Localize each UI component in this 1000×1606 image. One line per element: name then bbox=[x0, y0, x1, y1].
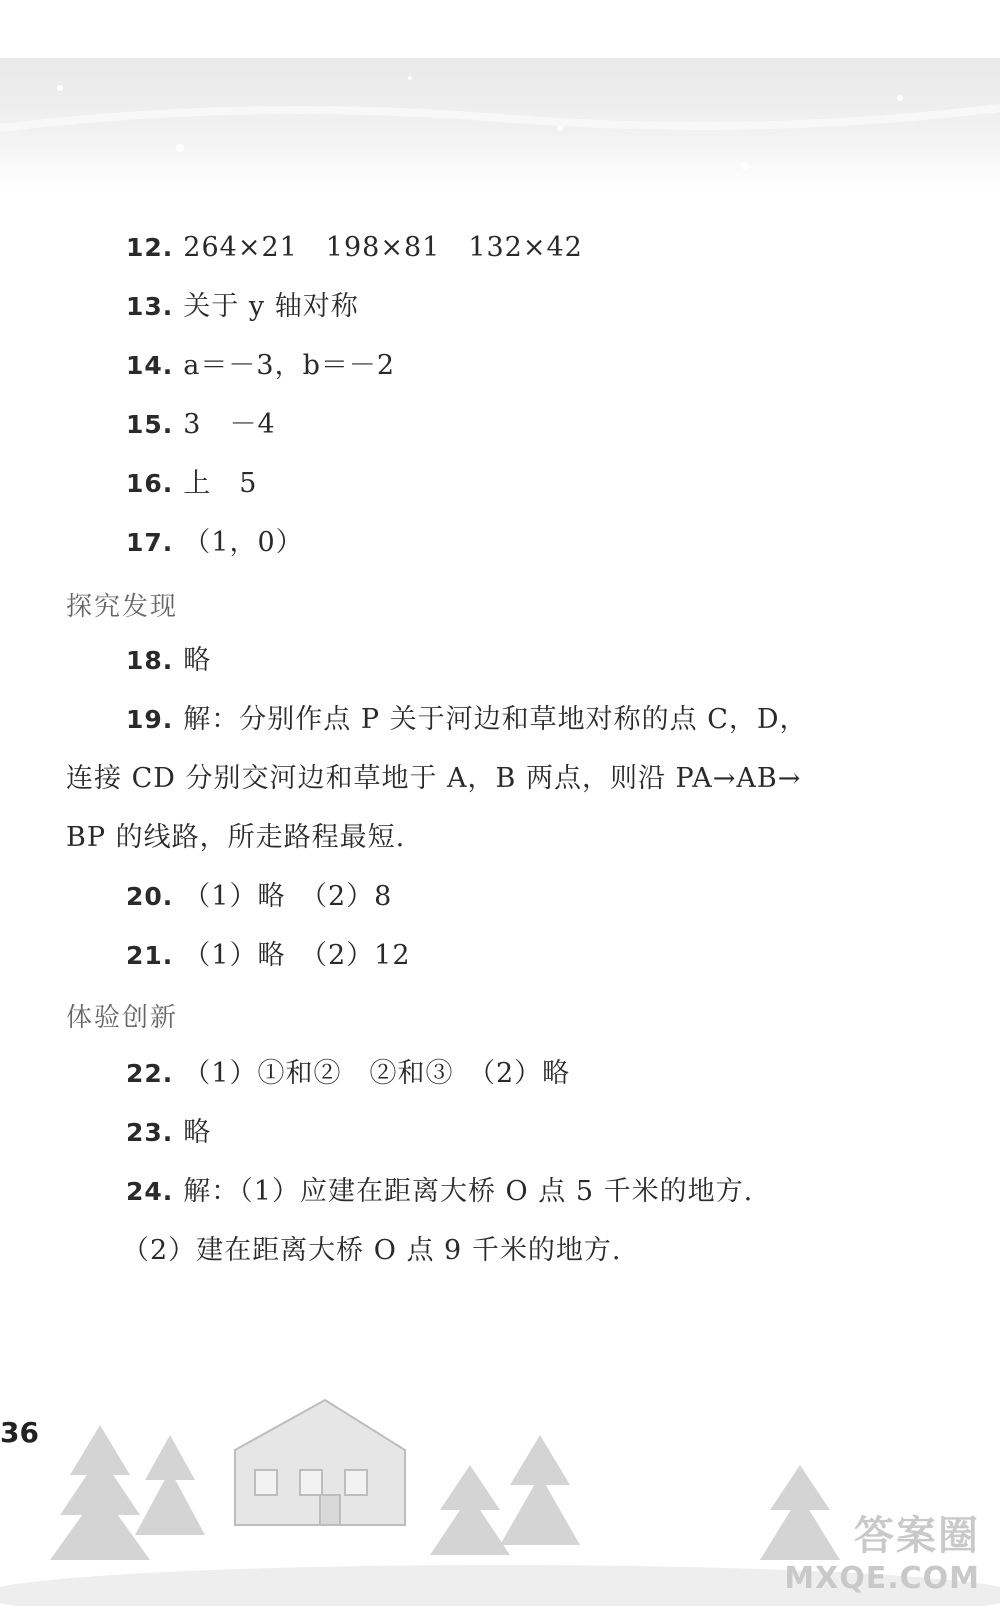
answer-13-text: 关于 y 轴对称 bbox=[183, 291, 359, 322]
answer-17: 17. （1，0） bbox=[126, 527, 304, 558]
answer-24-line1: 解：（1）应建在距离大桥 O 点 5 千米的地方. bbox=[183, 1176, 754, 1207]
answer-24: 24. 解：（1）应建在距离大桥 O 点 5 千米的地方. bbox=[126, 1176, 754, 1207]
answer-14-text: a＝－3，b＝－2 bbox=[183, 350, 396, 381]
answer-20-text: （1）略 （2）8 bbox=[183, 881, 393, 912]
answer-20: 20. （1）略 （2）8 bbox=[126, 881, 393, 912]
answer-18-text: 略 bbox=[183, 645, 212, 676]
section-heading-explore: 探究发现 bbox=[66, 592, 179, 622]
answer-21: 21. （1）略 （2）12 bbox=[126, 940, 411, 971]
answer-23: 23. 略 bbox=[126, 1117, 212, 1148]
answer-19-line1: 解：分别作点 P 关于河边和草地对称的点 C，D， bbox=[183, 704, 808, 735]
answer-18: 18. 略 bbox=[126, 645, 212, 676]
answer-22: 22. （1）①和② ②和③ （2）略 bbox=[126, 1058, 571, 1089]
answer-19: 19. 解：分别作点 P 关于河边和草地对称的点 C，D， bbox=[126, 704, 808, 735]
watermark bbox=[784, 1504, 980, 1596]
answer-15-text: 3 －4 bbox=[183, 409, 276, 440]
snow-texture bbox=[0, 58, 1000, 188]
watermark-logo-text: 答案圈 bbox=[854, 1513, 980, 1559]
answer-12-text: 264×21 198×81 132×42 bbox=[183, 232, 583, 263]
page-number: 36 bbox=[0, 1416, 39, 1449]
answer-22-text: （1）①和② ②和③ （2）略 bbox=[183, 1058, 571, 1089]
answer-14: 14. a＝－3，b＝－2 bbox=[126, 350, 396, 381]
answer-24-line2: （2）建在距离大桥 O 点 9 千米的地方. bbox=[122, 1235, 622, 1266]
answer-15: 15. 3 －4 bbox=[126, 409, 276, 440]
header-decoration bbox=[0, 58, 1000, 188]
answer-16-text: 上 5 bbox=[183, 468, 258, 499]
answer-19-line3: BP 的线路，所走路程最短. bbox=[66, 822, 406, 853]
answer-23-text: 略 bbox=[183, 1117, 212, 1148]
answer-17-text: （1，0） bbox=[183, 527, 304, 558]
watermark-url: MXQE.COM bbox=[784, 1561, 980, 1596]
answer-21-text: （1）略 （2）12 bbox=[183, 940, 411, 971]
answer-13: 13. 关于 y 轴对称 bbox=[126, 291, 359, 322]
answer-19-line2: 连接 CD 分别交河边和草地于 A，B 两点，则沿 PA→AB→ bbox=[66, 763, 802, 794]
answer-12: 12. 264×21 198×81 132×42 bbox=[126, 232, 583, 263]
answer-16: 16. 上 5 bbox=[126, 468, 258, 499]
section-heading-innovate: 体验创新 bbox=[66, 1003, 179, 1033]
